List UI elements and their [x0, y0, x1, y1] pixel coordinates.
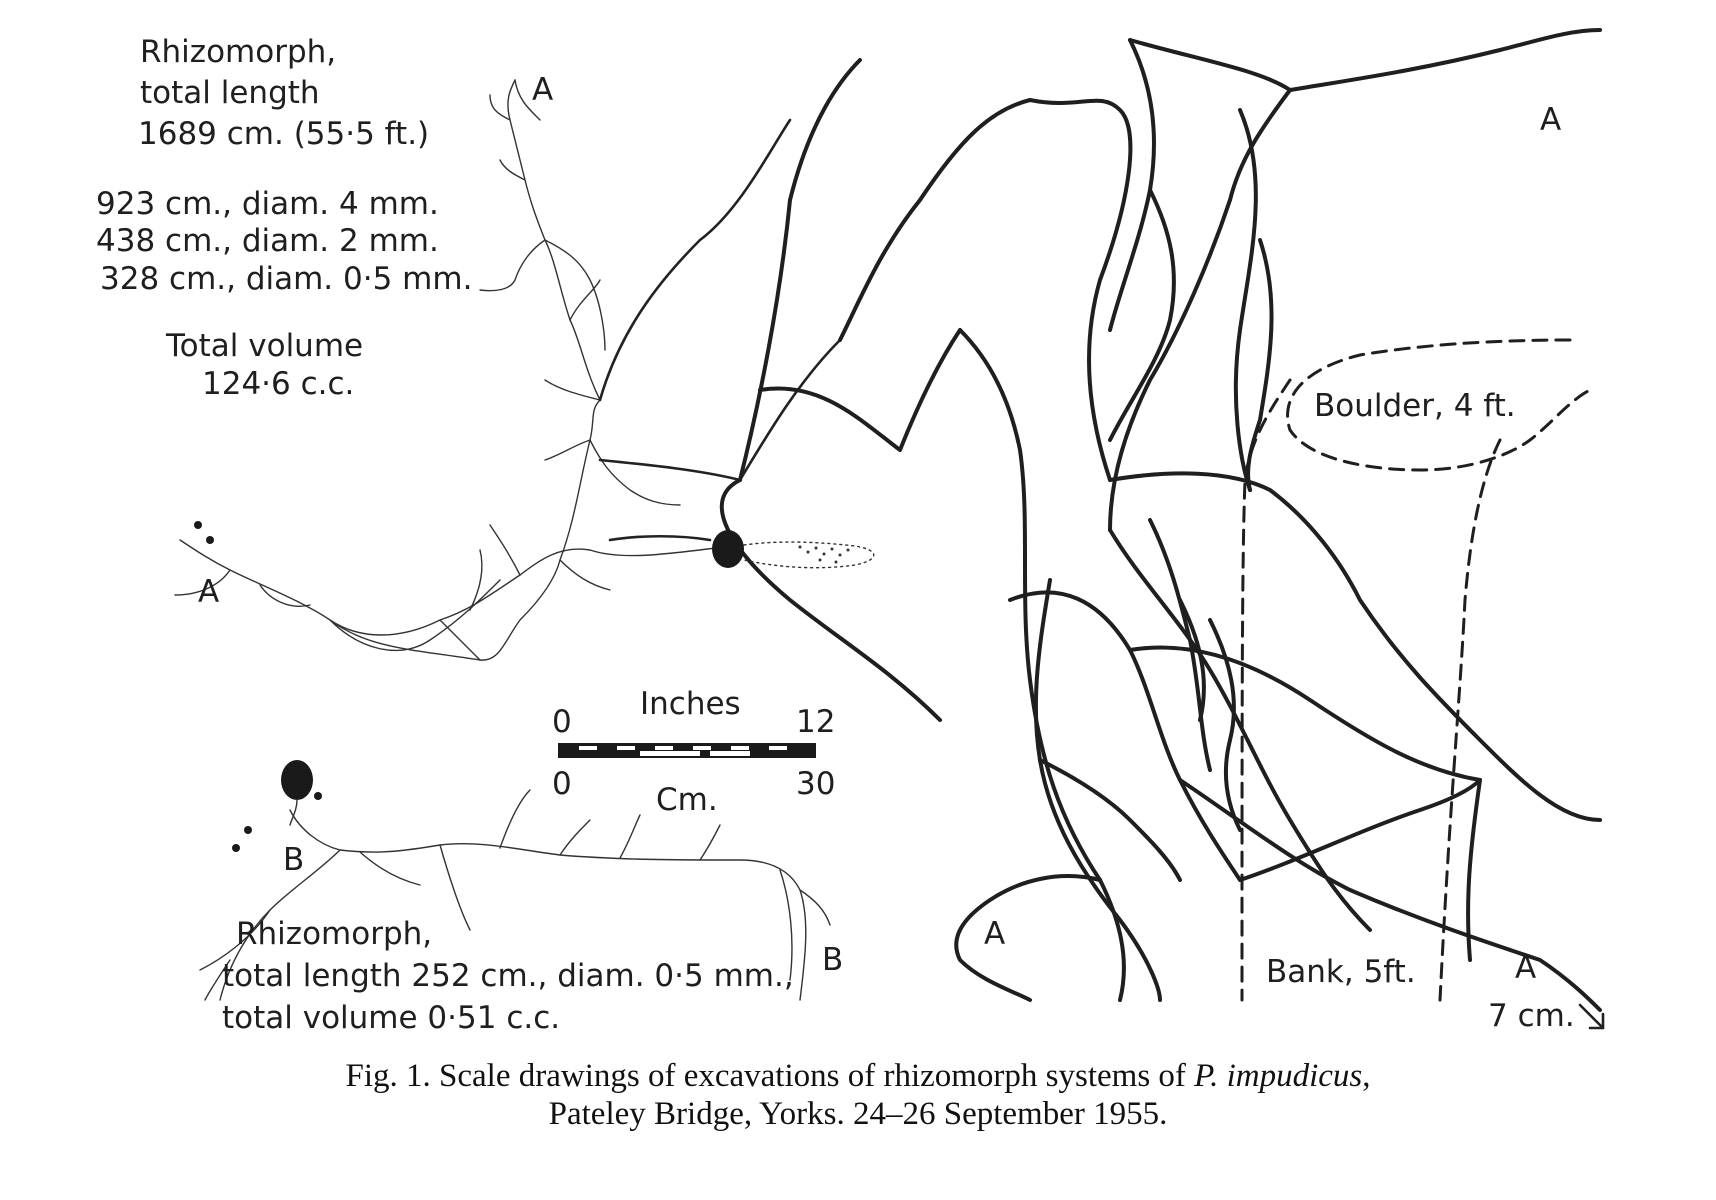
scale-top-left: 0: [552, 704, 572, 740]
marker-b-left: B: [283, 842, 305, 878]
figure-caption: [0, 1058, 1716, 1134]
scale-top-right: 12: [796, 704, 836, 740]
caption-species: P. impudicus: [1194, 1058, 1363, 1094]
scale-bottom-right: 30: [796, 766, 836, 802]
system-b-line1: Rhizomorph,: [236, 916, 433, 952]
bank-label: Bank, 5ft.: [1266, 954, 1416, 990]
system-b-line2: total length 252 cm., diam. 0·5 mm.,: [222, 958, 794, 994]
marker-a-top: A: [532, 72, 554, 108]
caption-prefix: Fig. 1. Scale drawings of excavations of rhizomorph systems of: [345, 1058, 1195, 1094]
system-a-title-line3: 1689 cm. (55·5 ft.): [138, 116, 430, 152]
fruit-body-a: [712, 530, 874, 568]
bank-outline: [1242, 380, 1500, 1000]
caption-suffix: ,: [1362, 1058, 1371, 1094]
scale-top-unit: Inches: [640, 686, 741, 722]
marker-a-left: A: [198, 574, 220, 610]
system-a-stat-2: 438 cm., diam. 2 mm.: [96, 223, 439, 259]
caption-line1: [0, 1058, 1716, 1096]
marker-b-right: B: [822, 942, 844, 978]
system-a-thick-network: [600, 30, 1600, 1010]
system-a-volume-label: Total volume: [166, 328, 364, 364]
marker-a-bottom-right: A: [1515, 950, 1537, 986]
fruit-body-b: [194, 521, 322, 852]
system-a-stat-1: 923 cm., diam. 4 mm.: [96, 186, 439, 222]
offset-note: 7 cm.: [1488, 998, 1575, 1034]
marker-a-top-right: A: [1540, 102, 1562, 138]
system-a-volume-value: 124·6 c.c.: [202, 366, 355, 402]
system-a-stat-3: 328 cm., diam. 0·5 mm.: [100, 261, 473, 297]
scale-bottom-left: 0: [552, 766, 572, 802]
system-b-line3: total volume 0·51 c.c.: [222, 1000, 561, 1036]
caption-line2: Pateley Bridge, Yorks. 24–26 September 1955.: [548, 1095, 1168, 1132]
scale-bottom-unit: Cm.: [656, 782, 718, 818]
scale-bar: [558, 743, 816, 758]
marker-a-bottom: A: [984, 916, 1006, 952]
system-a-title-line2: total length: [140, 75, 320, 111]
boulder-label: Boulder, 4 ft.: [1314, 388, 1516, 424]
system-a-title-line1: Rhizomorph,: [140, 34, 337, 70]
